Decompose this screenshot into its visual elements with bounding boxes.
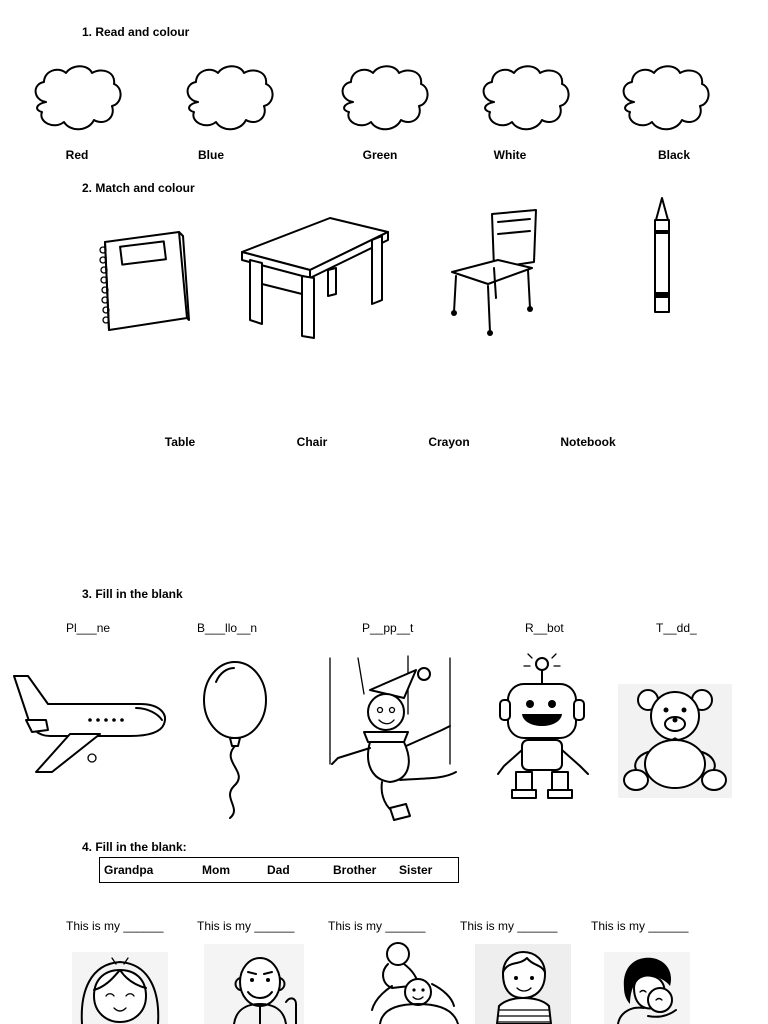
blank-word-plane: Pl___ne <box>66 621 111 635</box>
robot-icon <box>494 654 594 800</box>
cloud-icon-red <box>28 62 126 138</box>
section-4-heading: 4. Fill in the blank: <box>82 840 187 854</box>
sentence-5: This is my ______ <box>591 919 689 933</box>
cloud-icon-white <box>476 62 574 138</box>
cloud-icon-blue <box>180 62 278 138</box>
sister-icon <box>72 952 168 1024</box>
colour-label-red: Red <box>65 148 89 162</box>
balloon-icon <box>200 658 270 820</box>
sentence-2: This is my ______ <box>197 919 295 933</box>
sentence-4: This is my ______ <box>460 919 558 933</box>
chair-icon <box>448 206 540 340</box>
puppet-icon <box>324 654 464 822</box>
section-1-heading: 1. Read and colour <box>82 25 190 39</box>
section-3-heading: 3. Fill in the blank <box>82 587 183 601</box>
airplane-icon <box>10 672 170 778</box>
word-bank-grandpa: Grandpa <box>104 863 154 877</box>
cloud-icon-green <box>335 62 433 138</box>
grandpa-icon <box>204 944 304 1024</box>
colour-label-green: Green <box>362 148 398 162</box>
crayon-icon <box>650 196 674 316</box>
notebook-icon <box>95 230 191 332</box>
cloud-icon-black <box>616 62 714 138</box>
blank-word-puppet: P__pp__t <box>362 621 414 635</box>
blank-word-balloon: B___llo__n <box>197 621 258 635</box>
word-bank-sister: Sister <box>399 863 433 877</box>
sentence-1: This is my ______ <box>66 919 164 933</box>
match-label-crayon: Crayon <box>428 435 470 449</box>
mom-icon <box>604 952 690 1024</box>
sentence-3: This is my ______ <box>328 919 426 933</box>
section-2-heading: 2. Match and colour <box>82 181 195 195</box>
table-icon <box>240 214 392 342</box>
dad-icon <box>366 940 472 1024</box>
match-label-table: Table <box>164 435 196 449</box>
match-label-chair: Chair <box>296 435 328 449</box>
blank-word-teddy: T__dd_ <box>656 621 697 635</box>
word-bank-dad: Dad <box>267 863 290 877</box>
word-bank-brother: Brother <box>333 863 377 877</box>
word-bank-box <box>99 857 459 883</box>
word-bank-mom: Mom <box>202 863 230 877</box>
match-label-notebook: Notebook <box>560 435 616 449</box>
blank-word-robot: R__bot <box>525 621 564 635</box>
colour-label-white: White <box>493 148 527 162</box>
brother-icon <box>475 944 571 1024</box>
teddy-bear-icon <box>618 684 732 798</box>
colour-label-blue: Blue <box>197 148 224 162</box>
colour-label-black: Black <box>657 148 691 162</box>
